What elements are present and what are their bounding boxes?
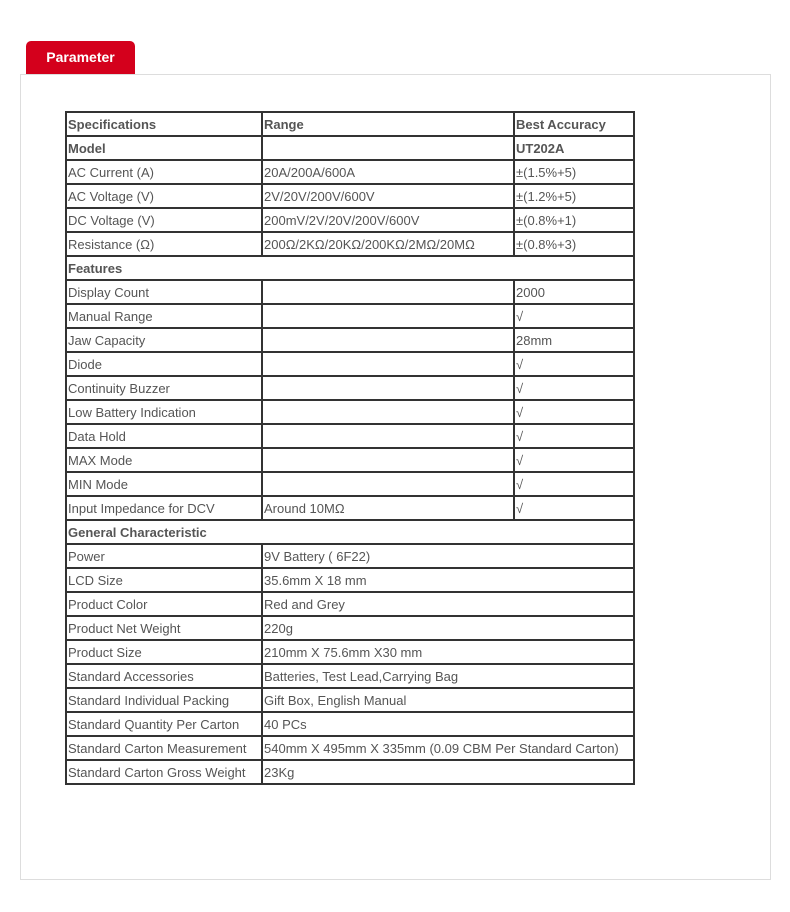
- accuracy-cell: ±(1.5%+5): [514, 160, 634, 184]
- range-cell: 20A/200A/600A: [262, 160, 514, 184]
- accuracy-cell: UT202A: [514, 136, 634, 160]
- table-row: [66, 328, 634, 352]
- table-row: [66, 736, 634, 760]
- value-cell: 210mm X 75.6mm X30 mm: [262, 640, 634, 664]
- spec-cell: Jaw Capacity: [66, 328, 262, 352]
- table-row: [66, 448, 634, 472]
- spec-cell: Standard Quantity Per Carton: [66, 712, 262, 736]
- spec-cell: Manual Range: [66, 304, 262, 328]
- spec-cell: Model: [66, 136, 262, 160]
- table-row: [66, 664, 634, 688]
- table-row: [66, 400, 634, 424]
- range-cell: [262, 280, 514, 304]
- spec-cell: AC Voltage (V): [66, 184, 262, 208]
- table-row: [66, 688, 634, 712]
- spec-cell: Continuity Buzzer: [66, 376, 262, 400]
- spec-cell: Display Count: [66, 280, 262, 304]
- spec-cell: Product Size: [66, 640, 262, 664]
- table-row: [66, 424, 634, 448]
- spec-cell: Standard Carton Gross Weight: [66, 760, 262, 784]
- spec-cell: LCD Size: [66, 568, 262, 592]
- spec-cell: DC Voltage (V): [66, 208, 262, 232]
- spec-cell: MIN Mode: [66, 472, 262, 496]
- tab-parameter[interactable]: Parameter: [26, 41, 135, 75]
- range-cell: [262, 304, 514, 328]
- header-accuracy: Best Accuracy: [514, 112, 634, 136]
- spec-cell: AC Current (A): [66, 160, 262, 184]
- value-cell: Batteries, Test Lead,Carrying Bag: [262, 664, 634, 688]
- range-cell: [262, 376, 514, 400]
- table-row: [66, 184, 634, 208]
- accuracy-cell: √: [514, 496, 634, 520]
- value-cell: 540mm X 495mm X 335mm (0.09 CBM Per Standard Carton): [262, 736, 634, 760]
- spec-cell: Standard Carton Measurement: [66, 736, 262, 760]
- table-row: [66, 352, 634, 376]
- table-row: [66, 712, 634, 736]
- table-row: [66, 376, 634, 400]
- table-row: [66, 160, 634, 184]
- header-specifications: Specifications: [66, 112, 262, 136]
- table-row: [66, 472, 634, 496]
- spec-cell: Low Battery Indication: [66, 400, 262, 424]
- spec-cell: Standard Accessories: [66, 664, 262, 688]
- header-row: [66, 112, 634, 136]
- accuracy-cell: √: [514, 376, 634, 400]
- model-row: [66, 136, 634, 160]
- accuracy-cell: √: [514, 400, 634, 424]
- range-cell: 2V/20V/200V/600V: [262, 184, 514, 208]
- range-cell: Around 10MΩ: [262, 496, 514, 520]
- accuracy-cell: √: [514, 448, 634, 472]
- table-row: [66, 760, 634, 784]
- section-general: [66, 520, 634, 544]
- value-cell: 40 PCs: [262, 712, 634, 736]
- table-row: [66, 232, 634, 256]
- spec-cell: MAX Mode: [66, 448, 262, 472]
- range-cell: 200mV/2V/20V/200V/600V: [262, 208, 514, 232]
- table-row: [66, 280, 634, 304]
- value-cell: 9V Battery ( 6F22): [262, 544, 634, 568]
- table-row: [66, 616, 634, 640]
- value-cell: Gift Box, English Manual: [262, 688, 634, 712]
- spec-cell: Standard Individual Packing: [66, 688, 262, 712]
- section-title: General Characteristic: [66, 520, 634, 544]
- range-cell: [262, 424, 514, 448]
- accuracy-cell: ±(0.8%+1): [514, 208, 634, 232]
- spec-cell: Product Net Weight: [66, 616, 262, 640]
- range-cell: [262, 472, 514, 496]
- spec-cell: Input Impedance for DCV: [66, 496, 262, 520]
- table-row: [66, 592, 634, 616]
- accuracy-cell: ±(1.2%+5): [514, 184, 634, 208]
- spec-cell: Resistance (Ω): [66, 232, 262, 256]
- value-cell: 23Kg: [262, 760, 634, 784]
- value-cell: Red and Grey: [262, 592, 634, 616]
- value-cell: 220g: [262, 616, 634, 640]
- range-cell: [262, 352, 514, 376]
- table-row: [66, 568, 634, 592]
- range-cell: [262, 400, 514, 424]
- section-title: Features: [66, 256, 634, 280]
- table-row: [66, 304, 634, 328]
- accuracy-cell: 28mm: [514, 328, 634, 352]
- header-range: Range: [262, 112, 514, 136]
- accuracy-cell: √: [514, 472, 634, 496]
- accuracy-cell: √: [514, 352, 634, 376]
- spec-cell: Diode: [66, 352, 262, 376]
- accuracy-cell: √: [514, 424, 634, 448]
- table-row: [66, 496, 634, 520]
- range-cell: [262, 448, 514, 472]
- parameter-panel: [20, 74, 771, 880]
- table-row: [66, 544, 634, 568]
- spec-table: [65, 111, 635, 785]
- spec-cell: Product Color: [66, 592, 262, 616]
- range-cell: [262, 136, 514, 160]
- spec-cell: Data Hold: [66, 424, 262, 448]
- accuracy-cell: 2000: [514, 280, 634, 304]
- range-cell: 200Ω/2KΩ/20KΩ/200KΩ/2MΩ/20MΩ: [262, 232, 514, 256]
- spec-cell: Power: [66, 544, 262, 568]
- accuracy-cell: ±(0.8%+3): [514, 232, 634, 256]
- section-features: [66, 256, 634, 280]
- table-row: [66, 640, 634, 664]
- accuracy-cell: √: [514, 304, 634, 328]
- value-cell: 35.6mm X 18 mm: [262, 568, 634, 592]
- table-row: [66, 208, 634, 232]
- range-cell: [262, 328, 514, 352]
